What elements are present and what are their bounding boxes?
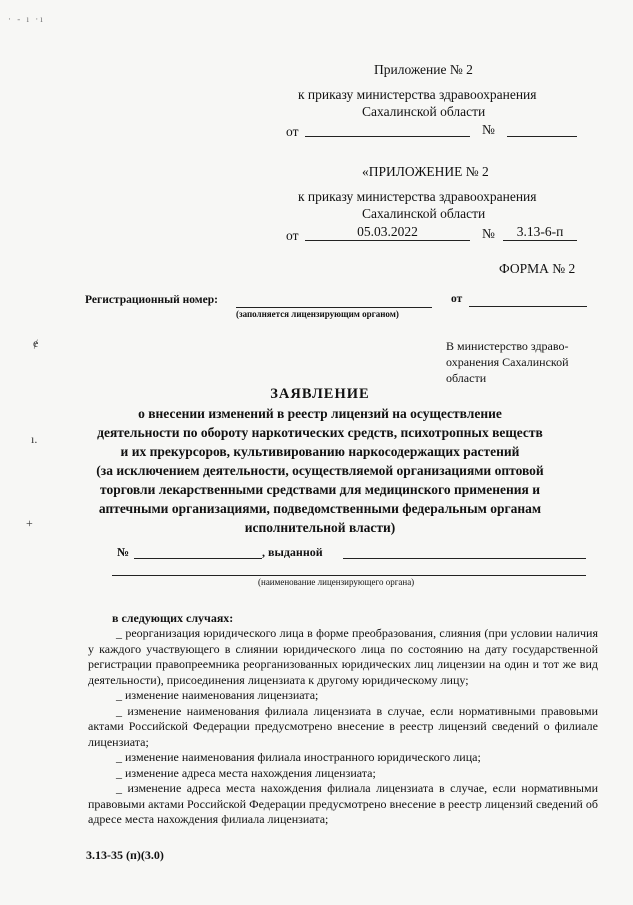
case-item[interactable]: _ изменение адреса места нахождения филиала лицензиата в случае, если нормативными правовыми актами Российской Федерации предусмотрено внесение в реестр лицензий сведений об адресе места нахождения филиала лицензиата; <box>88 781 598 826</box>
header2-region: Сахалинской области <box>362 206 486 221</box>
license-number-field[interactable] <box>134 544 262 559</box>
header1-number-field[interactable] <box>507 120 577 137</box>
registration-label: Регистрационный номер: <box>85 294 218 306</box>
scan-mark-top: · ‑ ı ·ı <box>8 14 45 24</box>
header1-order-line: к приказу министерства здравоохранения <box>298 87 537 102</box>
header2-from-label: от <box>286 228 299 243</box>
header1-number-label: № <box>482 122 495 137</box>
license-issuer-field-2[interactable] <box>112 561 586 576</box>
document-title-line-4: (за исключением деятельности, осуществляемой организациями оптовой <box>96 463 544 478</box>
scan-mark-left-1: ɇ <box>33 336 39 350</box>
registration-number-field[interactable] <box>236 293 432 308</box>
form-code: 3.13-35 (п)(3.0) <box>86 848 164 862</box>
license-issuer-field[interactable] <box>343 544 586 559</box>
registration-from-label: от <box>451 293 463 305</box>
header1-region: Сахалинской области <box>362 104 486 119</box>
header2-from-field[interactable]: 05.03.2022 <box>305 224 470 241</box>
addressee-line2: охранения Сахалинской <box>446 355 569 369</box>
header2-number-label: № <box>482 226 495 241</box>
document-title-line-1: о внесении изменений в реестр лицензий на осуществление <box>138 406 502 421</box>
license-issued-label: , выданной <box>262 545 323 559</box>
header1-from-label: от <box>286 124 299 139</box>
license-issuer-note: (наименование лицензирующего органа) <box>258 577 415 587</box>
registration-note: (заполняется лицензирующим органом) <box>236 309 399 319</box>
registration-date-field[interactable] <box>469 292 587 307</box>
case-item[interactable]: _ изменение наименования филиала иностранного юридического лица; <box>116 750 481 764</box>
document-title-line-5: торговли лекарственными средствами для медицинского применения и <box>100 482 540 497</box>
header1-from-field[interactable] <box>305 120 470 137</box>
case-item[interactable]: _ изменение наименования лицензиата; <box>116 688 319 702</box>
form-label: ФОРМА № 2 <box>499 261 576 276</box>
document-title-line-2: деятельности по обороту наркотических средств, психотропных веществ <box>97 425 543 440</box>
header2-number-field[interactable]: 3.13-6-п <box>503 224 577 241</box>
header1-title: Приложение № 2 <box>374 62 473 77</box>
cases-heading: в следующих случаях: <box>112 611 234 625</box>
header2-title: «ПРИЛОЖЕНИЕ № 2 <box>362 164 489 179</box>
addressee-line3: области <box>446 371 487 385</box>
document-heading: ЗАЯВЛЕНИЕ <box>270 386 370 402</box>
document-title-line-3: и их прекурсоров, культивированию наркосодержащих растений <box>120 444 520 459</box>
case-item[interactable]: _ изменение наименования филиала лицензиата в случае, если нормативными правовыми актами Российской Федерации предусмотрено внесение в реестр лицензий сведений о филиале лицензиата; <box>88 703 598 749</box>
case-item[interactable]: _ изменение адреса места нахождения лицензиата; <box>116 765 376 780</box>
case-item[interactable]: _ реорганизация юридического лица в форме преобразования, слияния (при условии наличия у каждого участвующего в слиянии юридического лица по состоянию на дату государственной регистрации правопреемника реорганизованных юридических лиц лицензии на один и тот же вид деятельности), присоединения лицензиата к другому юридическому лицу; <box>88 626 598 687</box>
document-title-line-6: аптечными организациями, подведомственными федеральным органам <box>98 501 542 516</box>
header2-order-line: к приказу министерства здравоохранения <box>298 189 537 204</box>
document-title-line-7: исполнительной власти) <box>244 520 396 535</box>
scan-mark-left-2: ı. <box>31 432 38 446</box>
scan-mark-left-3: + <box>26 516 33 530</box>
addressee-line1: В министерство здраво- <box>446 339 569 353</box>
cases-list <box>88 626 598 828</box>
license-number-label: № <box>117 545 130 559</box>
